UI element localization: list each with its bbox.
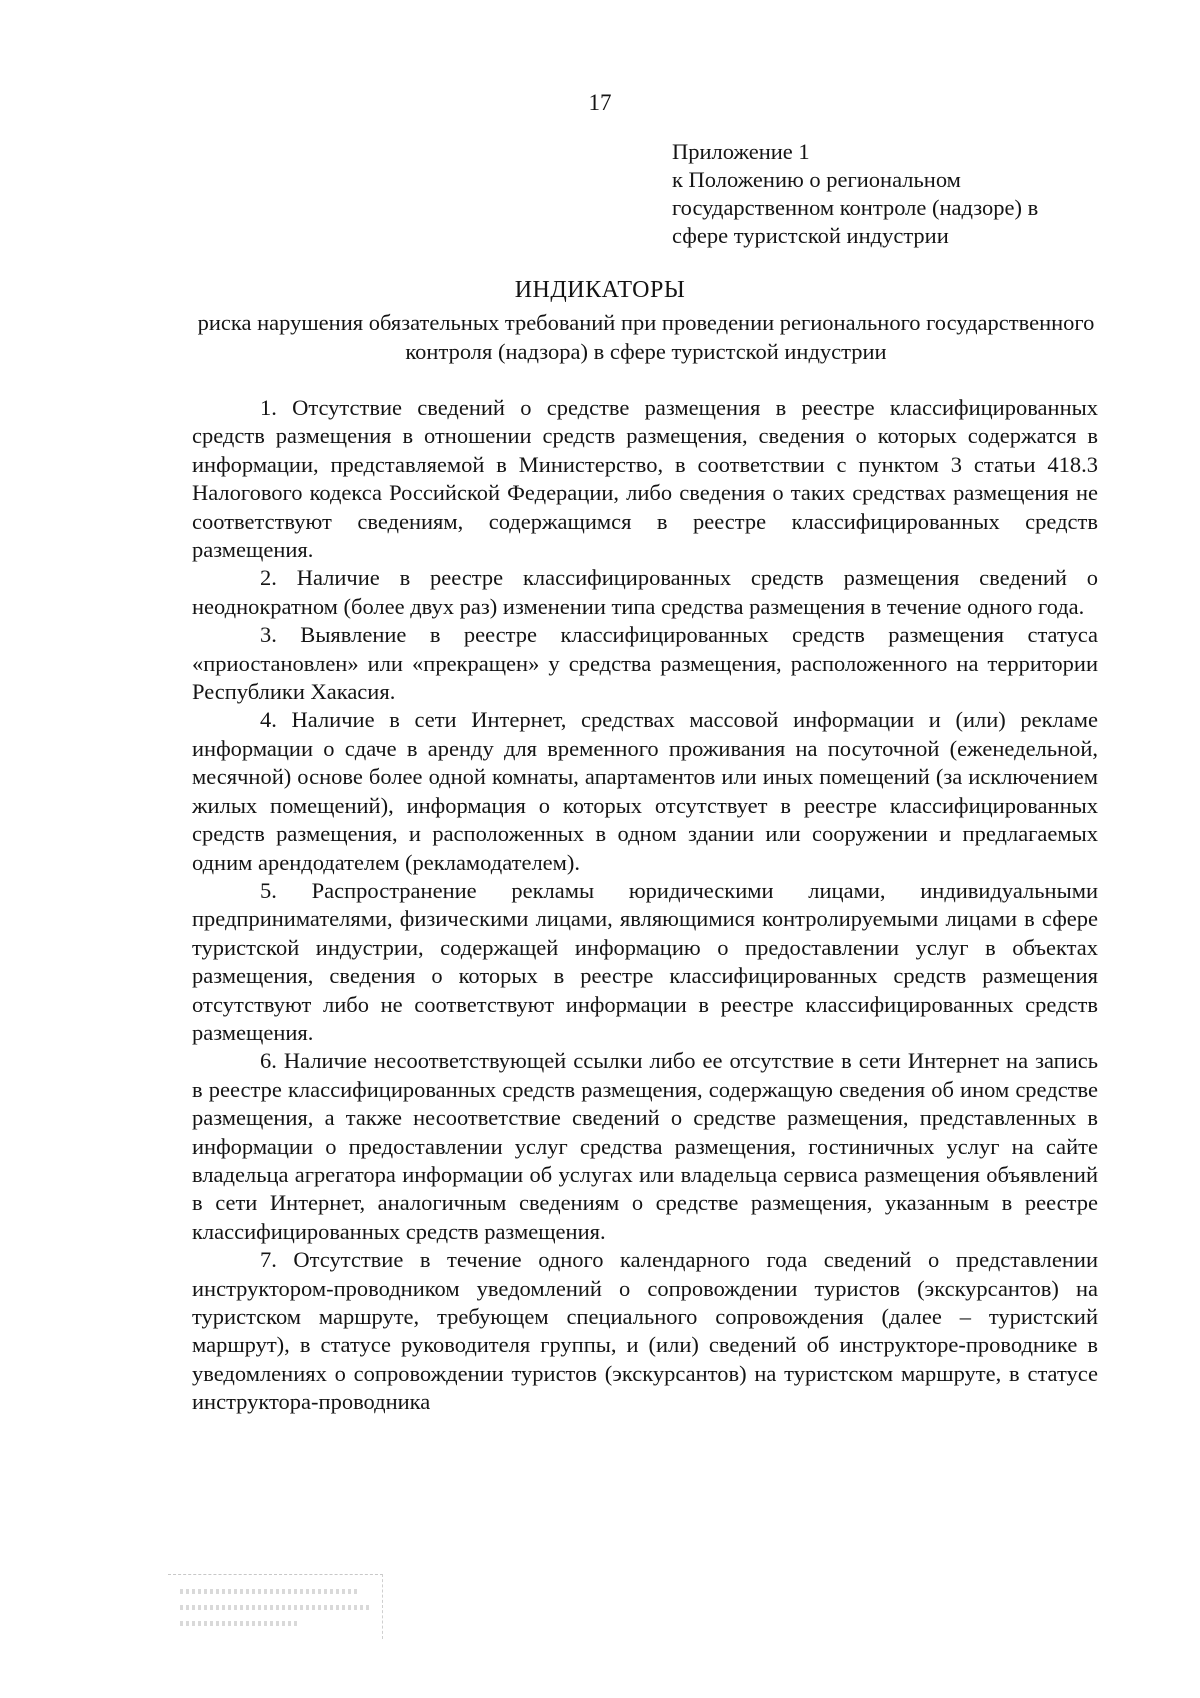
appendix-line-1: Приложение 1: [672, 139, 810, 164]
document-subtitle: риска нарушения обязательных требований при проведении регионального государственного контроля (надзора) в сфере туристской индустрии: [197, 310, 1095, 364]
paragraph-1: 1. Отсутствие сведений о средстве размещения в реестре классифицированных средств размещения в отношении средств размещения, сведения о которых содержатся в информации, представляемой в Министерство, в соответствии с пунктом 3 статьи 418.3 Налогового кодекса Российской Федерации, либо сведения о таких средствах размещения не соответствуют сведениям, содержащимся в реестре классифицированных средств размещения.: [192, 395, 1098, 563]
appendix-line-2: к Положению о региональном: [672, 167, 961, 192]
appendix-line-4: сфере туристской индустрии: [672, 223, 949, 248]
paragraph-7: 7. Отсутствие в течение одного календарного года сведений о представлении инструктором-проводником уведомлений о сопровождении туристов (экскурсантов) на туристском маршруте, требующем специального сопровождения (далее – туристский маршрут), в статусе руководителя группы, и (или) сведений об инструкторе-проводнике в уведомлениях о сопровождении туристов (экскурсантов) на туристском маршруте, в статусе инструктора-проводника: [192, 1247, 1098, 1415]
appendix-header: [672, 138, 1102, 250]
paragraph-5: 5. Распространение рекламы юридическими лицами, индивидуальными предпринимателями, физическими лицами, являющимися контролируемыми лицами в сфере туристской индустрии, содержащей информацию о предоставлении услуг в объектах размещения, сведения о которых в реестре классифицированных средств размещения отсутствуют либо не соответствуют информации в реестре классифицированных средств размещения.: [192, 877, 1098, 1045]
page-number: 17: [588, 90, 612, 115]
document-title: ИНДИКАТОРЫ: [514, 277, 686, 303]
paragraph-4: 4. Наличие в сети Интернет, средствах массовой информации и (или) рекламе информации о сдаче в аренду для временного проживания на посуточной (еженедельной, месячной) основе более одной комнаты, апартаментов или иных помещений (за исключением жилых помещений), информация о которых отсутствует в реестре классифицированных средств размещения, и расположенных в одном здании или сооружении и предлагаемых одним арендодателем (рекламодателем).: [192, 707, 1098, 875]
document-body: [192, 394, 1098, 1417]
faded-stamp-mark: [168, 1574, 383, 1639]
paragraph-3: 3. Выявление в реестре классифицированных средств размещения статуса «приостановлен» или «прекращен» у средства размещения, расположенного на территории Республики Хакасия.: [192, 622, 1098, 705]
paragraph-6: 6. Наличие несоответствующей ссылки либо ее отсутствие в сети Интернет на запись в реестре классифицированных средств размещения, содержащую сведения об ином средстве размещения, а также несоответствие сведений о средстве размещения, представленных в информации о предоставлении услуг средства размещения, гостиничных услуг на сайте владельца агрегатора информации об услугах или владельца сервиса размещения объявлений в сети Интернет, аналогичным сведениям о средстве размещения, указанным в реестре классифицированных средств размещения.: [192, 1048, 1098, 1244]
appendix-line-3: государственном контроле (надзоре) в: [672, 195, 1039, 220]
paragraph-2: 2. Наличие в реестре классифицированных средств размещения сведений о неоднократном (более двух раз) изменении типа средства размещения в течение одного года.: [192, 565, 1098, 619]
